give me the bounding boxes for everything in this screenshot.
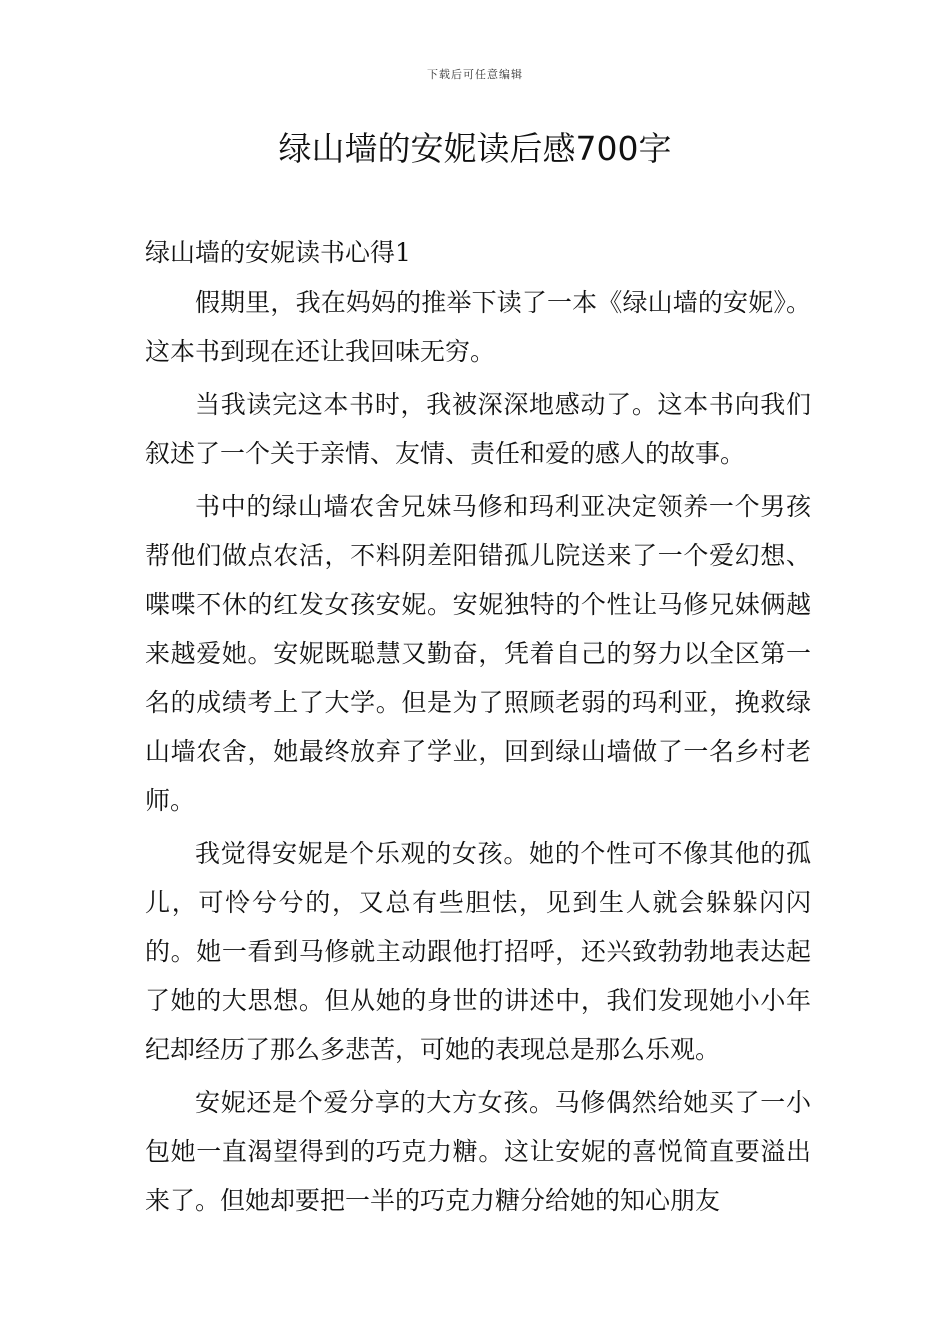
paragraph: 我觉得安妮是个乐观的女孩。她的个性可不像其他的孤儿，可怜兮兮的，又总有些胆怯，见到生人就会躲躲闪闪的。她一看到马修就主动跟他打招呼，还兴致勃勃地表达起了她的大思想。但从她的身世的讲述中，我们发现她小小年纪却经历了那么多悲苦，可她的表现总是那么乐观。 bbox=[145, 839, 811, 1064]
paragraph: 书中的绿山墙农舍兄妹马修和玛利亚决定领养一个男孩帮他们做点农活，不料阴差阳错孤儿院送来了一个爱幻想、喋喋不休的红发女孩安妮。安妮独特的个性让马修兄妹俩越来越爱她。安妮既聪慧又勤奋，凭着自己的努力以全区第一名的成绩考上了大学。但是为了照顾老弱的玛利亚，挽救绿山墙农舍，她最终放弃了学业，回到绿山墙做了一名乡村老师。 bbox=[145, 492, 811, 815]
header-note: 下载后可任意编辑 bbox=[427, 68, 523, 81]
document-title: 绿山墙的安妮读后感700字 bbox=[278, 129, 672, 168]
document-body bbox=[145, 228, 811, 1229]
paragraph: 假期里，我在妈妈的推举下读了一本《绿山墙的安妮》。这本书到现在还让我回味无穷。 bbox=[145, 288, 811, 366]
paragraph: 安妮还是个爱分享的大方女孩。马修偶然给她买了一小包她一直渴望得到的巧克力糖。这让安妮的喜悦简直要溢出来了。但她却要把一半的巧克力糖分给她的知心朋友 bbox=[145, 1088, 811, 1215]
section-heading: 绿山墙的安妮读书心得1 bbox=[145, 238, 411, 267]
paragraph: 当我读完这本书时，我被深深地感动了。这本书向我们叙述了一个关于亲情、友情、责任和爱的感人的故事。 bbox=[145, 390, 811, 468]
